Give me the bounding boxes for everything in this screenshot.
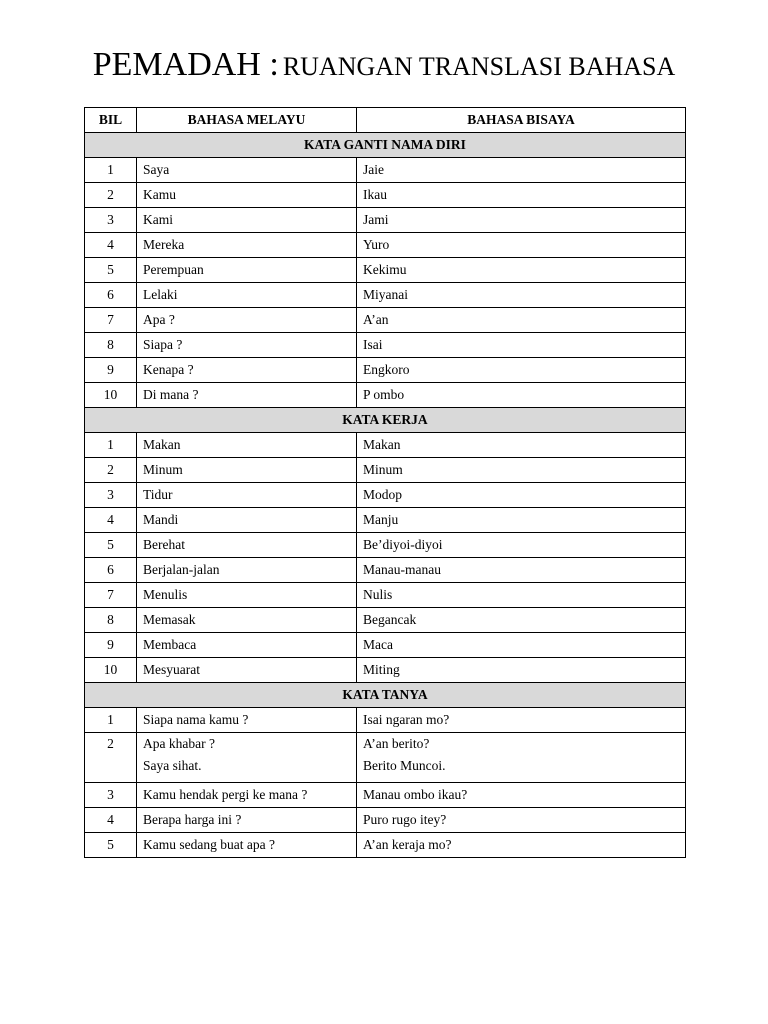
malay-text: Siapa nama kamu ? — [137, 708, 357, 733]
section-title: KATA TANYA — [85, 683, 686, 708]
bisaya-text: Minum — [357, 458, 686, 483]
table-row — [85, 833, 686, 858]
table-row — [85, 558, 686, 583]
bisaya-text: Manau ombo ikau? — [357, 783, 686, 808]
row-number: 10 — [85, 658, 137, 683]
malay-text: Mesyuarat — [137, 658, 357, 683]
malay-text: Perempuan — [137, 258, 357, 283]
page-title — [0, 46, 768, 84]
malay-text: Apa khabar ? — [143, 736, 215, 751]
bisaya-text: Manju — [357, 508, 686, 533]
row-number: 7 — [85, 308, 137, 333]
bisaya-text: Modop — [357, 483, 686, 508]
row-number: 2 — [85, 183, 137, 208]
malay-text: Makan — [137, 433, 357, 458]
malay-text: Apa ? — [137, 308, 357, 333]
row-number: 5 — [85, 258, 137, 283]
malay-text: Di mana ? — [137, 383, 357, 408]
row-number: 5 — [85, 533, 137, 558]
row-number: 3 — [85, 483, 137, 508]
table-header-row — [85, 108, 686, 133]
row-number: 7 — [85, 583, 137, 608]
bisaya-text: Makan — [357, 433, 686, 458]
malay-text: Membaca — [137, 633, 357, 658]
bisaya-text: Miyanai — [357, 283, 686, 308]
bisaya-text: A’an keraja mo? — [357, 833, 686, 858]
table-row — [85, 808, 686, 833]
malay-text: Lelaki — [137, 283, 357, 308]
bisaya-text: Yuro — [357, 233, 686, 258]
bisaya-text: Manau-manau — [357, 558, 686, 583]
title-sub: RUANGAN TRANSLASI BAHASA — [282, 52, 676, 81]
row-number: 1 — [85, 708, 137, 733]
malay-text: Kamu sedang buat apa ? — [137, 833, 357, 858]
table-row — [85, 733, 686, 783]
row-number: 9 — [85, 633, 137, 658]
table-row — [85, 308, 686, 333]
row-number: 5 — [85, 833, 137, 858]
header-bil: BIL — [85, 108, 137, 133]
row-number: 8 — [85, 333, 137, 358]
table-row — [85, 483, 686, 508]
row-number: 2 — [85, 458, 137, 483]
malay-text: Berjalan-jalan — [137, 558, 357, 583]
table-row — [85, 508, 686, 533]
table-row — [85, 433, 686, 458]
table-row — [85, 783, 686, 808]
row-number: 2 — [85, 733, 137, 783]
bisaya-text: Engkoro — [357, 358, 686, 383]
malay-text: Memasak — [137, 608, 357, 633]
bisaya-text: Puro rugo itey? — [357, 808, 686, 833]
malay-text: Saya — [137, 158, 357, 183]
bisaya-text: Nulis — [357, 583, 686, 608]
malay-text: Kami — [137, 208, 357, 233]
row-number: 3 — [85, 783, 137, 808]
malay-text: Berapa harga ini ? — [137, 808, 357, 833]
bisaya-text: A’an — [357, 308, 686, 333]
table-row — [85, 283, 686, 308]
row-number: 4 — [85, 233, 137, 258]
bisaya-text: Begancak — [357, 608, 686, 633]
table-row — [85, 208, 686, 233]
row-number: 4 — [85, 808, 137, 833]
malay-text: Mandi — [137, 508, 357, 533]
row-number: 3 — [85, 208, 137, 233]
bisaya-text: Maca — [357, 633, 686, 658]
row-number: 6 — [85, 558, 137, 583]
bisaya-text: Isai ngaran mo? — [357, 708, 686, 733]
bisaya-text: Kekimu — [357, 258, 686, 283]
translation-table — [84, 107, 686, 858]
bisaya-text: Ikau — [357, 183, 686, 208]
bisaya-text: Isai — [357, 333, 686, 358]
section-header-row — [85, 133, 686, 158]
malay-text: Tidur — [137, 483, 357, 508]
table-row — [85, 358, 686, 383]
table-row — [85, 233, 686, 258]
row-number: 9 — [85, 358, 137, 383]
malay-text: Kamu — [137, 183, 357, 208]
table-row — [85, 383, 686, 408]
bisaya-text: Miting — [357, 658, 686, 683]
bisaya-text: P ombo — [357, 383, 686, 408]
row-number: 4 — [85, 508, 137, 533]
table-row — [85, 458, 686, 483]
bisaya-text: Jaie — [357, 158, 686, 183]
malay-text: Berehat — [137, 533, 357, 558]
bisaya-text: Jami — [357, 208, 686, 233]
row-number: 10 — [85, 383, 137, 408]
header-bahasa-melayu: BAHASA MELAYU — [137, 108, 357, 133]
row-number: 1 — [85, 158, 137, 183]
table-row — [85, 333, 686, 358]
table-row — [85, 583, 686, 608]
table-row — [85, 708, 686, 733]
bisaya-text: Be’diyoi-diyoi — [357, 533, 686, 558]
table-row — [85, 258, 686, 283]
table-row — [85, 533, 686, 558]
bisaya-text: A’an berito? — [363, 736, 430, 751]
table-row — [85, 158, 686, 183]
section-title: KATA GANTI NAMA DIRI — [85, 133, 686, 158]
title-main: PEMADAH : — [92, 46, 279, 83]
row-number: 8 — [85, 608, 137, 633]
header-bahasa-bisaya: BAHASA BISAYA — [357, 108, 686, 133]
bisaya-text-line2: Berito Muncoi. — [363, 758, 446, 773]
table-row — [85, 658, 686, 683]
row-number: 1 — [85, 433, 137, 458]
section-title: KATA KERJA — [85, 408, 686, 433]
malay-text: Menulis — [137, 583, 357, 608]
malay-text: Minum — [137, 458, 357, 483]
malay-text: Mereka — [137, 233, 357, 258]
table-row — [85, 633, 686, 658]
bisaya-cell — [357, 733, 686, 783]
row-number: 6 — [85, 283, 137, 308]
table-row — [85, 183, 686, 208]
table-row — [85, 608, 686, 633]
section-header-row — [85, 683, 686, 708]
malay-text: Kamu hendak pergi ke mana ? — [137, 783, 357, 808]
malay-cell — [137, 733, 357, 783]
malay-text: Kenapa ? — [137, 358, 357, 383]
section-header-row — [85, 408, 686, 433]
malay-text-line2: Saya sihat. — [143, 758, 202, 773]
malay-text: Siapa ? — [137, 333, 357, 358]
